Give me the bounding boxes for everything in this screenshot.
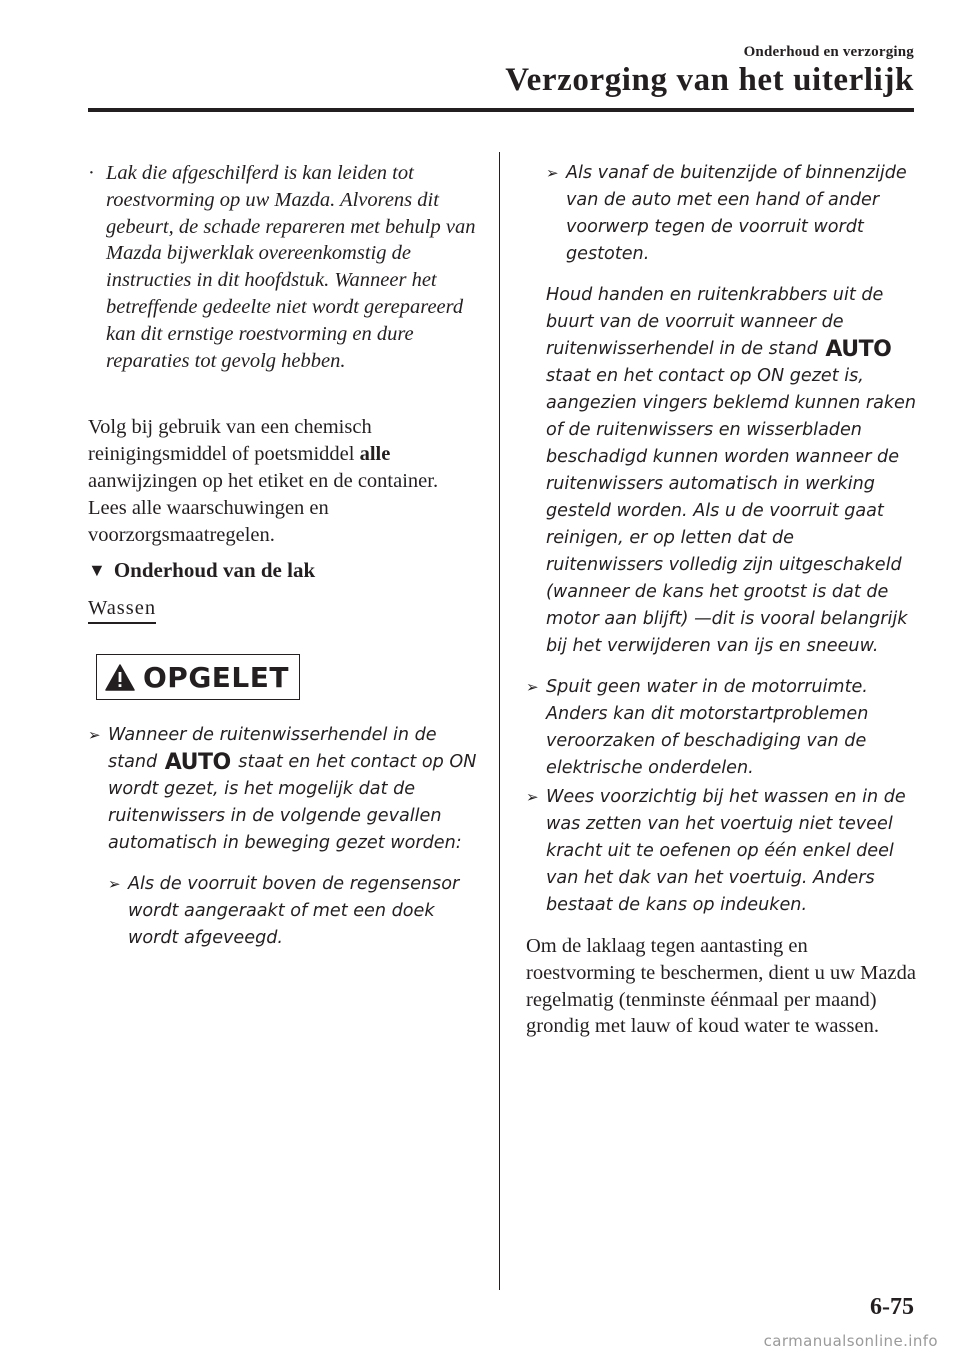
subheading-paint-care <box>88 558 478 583</box>
sub-item-1-text: Als de voorruit boven de regensensor wordt aangeraakt of met een doek wordt afgeveegd. <box>128 874 460 949</box>
final-paragraph: Om de laklaag tegen aantasting en roestvorming te beschermen, dient u uw Mazda regelmatig (tenminste éénmaal per maand) grondig met lauw of koud water te wassen. <box>526 935 916 1038</box>
item-careful-text: Wees voorzichtig bij het wassen en in de was zetten van het voertuig niet teveel kracht uit te oefenen op één enkel deel van het dak van het voertuig. Anders bestaat de kans op indeuken. <box>546 787 906 915</box>
item-spray-text: Spuit geen water in de motorruimte. Anders kan dit motorstartproblemen veroorzaken of beschadiging van de elektrische onderdelen. <box>546 677 869 778</box>
wash-heading: Wassen <box>88 597 156 624</box>
watermark: carmanualsonline.info <box>763 1332 938 1350</box>
page-number: 6-75 <box>870 1294 914 1320</box>
item-careful-washing <box>526 784 916 919</box>
caution-item-auto-wiper <box>88 722 478 857</box>
hands-start: Houd handen en ruitenkrabbers uit de buurt van de voorruit wanneer de ruitenwisserhendel in de stand <box>546 285 884 359</box>
hands-warning-paragraph <box>526 282 916 660</box>
warning-triangle-icon <box>105 664 135 691</box>
arrow-bullet-icon: ➢ <box>108 875 121 894</box>
paint-chip-bullet <box>88 160 478 374</box>
right-column <box>526 160 916 1040</box>
subheading-text: Onderhoud van de lak <box>113 558 316 583</box>
column-divider <box>499 152 500 1290</box>
arrow-bullet-icon: ➢ <box>526 788 539 806</box>
left-column <box>88 160 478 952</box>
arrow-bullet-icon: ➢ <box>526 678 539 696</box>
auto-icon: AUTO <box>825 337 892 362</box>
sub-item-2-text: Als vanaf de buitenzijde of binnenzijde van de auto met een hand of ander voorwerp tegen de voorruit wordt gestoten. <box>566 163 907 264</box>
chemical-para-start: Volg bij gebruik van een chemisch reinigingsmiddel of poetsmiddel <box>88 416 372 466</box>
section-title: Verzorging van het uiterlijk <box>505 62 914 98</box>
auto-icon: AUTO <box>164 750 231 776</box>
chemical-cleaner-paragraph <box>88 414 478 548</box>
chapter-label: Onderhoud en verzorging <box>743 44 914 60</box>
caution-label: OPGELET <box>143 660 290 694</box>
header-rule <box>88 108 914 112</box>
sub-item-rain-sensor <box>108 871 478 952</box>
hands-end: staat en het contact op ON gezet is, aangezien vingers beklemd kunnen raken of de ruitenwissers en wisserbladen beschadigd kunnen worden wanneer de ruitenwissers automatisch in werking gesteld worden. Als u de voorruit gaat reinigen, er op letten dat de ruitenwissers volledig zijn uitgeschakeld (wanneer de kans het grootst is dat de motor aan blijft) —dit is vooral belangrijk bij het verwijderen van ijs en sneeuw. <box>546 366 917 656</box>
arrow-bullet-icon: ➢ <box>546 164 559 182</box>
sub-item-windshield-knock <box>546 160 916 268</box>
caution-item-end: staat en het contact op ON wordt gezet, is het mogelijk dat de ruitenwissers in de volgende gevallen automatisch in beweging gezet worden: <box>108 752 477 854</box>
bullet-icon: · <box>88 162 95 184</box>
paint-chip-text: Lak die afgeschilferd is kan leiden tot roestvorming op uw Mazda. Alvorens dit gebeurt, de schade repareren met behulp van Mazda bijwerklak overeenkomstig de instructies in dit hoofdstuk. Wanneer het betreffende gedeelte niet wordt gerepareerd kan dit ernstige roestvorming en dure reparaties tot gevolg hebben. <box>106 162 476 372</box>
item-engine-spray <box>526 674 916 782</box>
chemical-para-bold: alle <box>359 443 391 466</box>
arrow-bullet-icon: ➢ <box>88 726 101 745</box>
caution-box <box>96 654 300 700</box>
triangle-down-icon: ▼ <box>88 560 106 581</box>
caution-item-start: Wanneer de ruitenwisserhendel in de stand <box>108 725 437 773</box>
chemical-para-end: aanwijzingen op het etiket en de container. Lees alle waarschuwingen en voorzorgsmaatregelen. <box>88 469 439 546</box>
